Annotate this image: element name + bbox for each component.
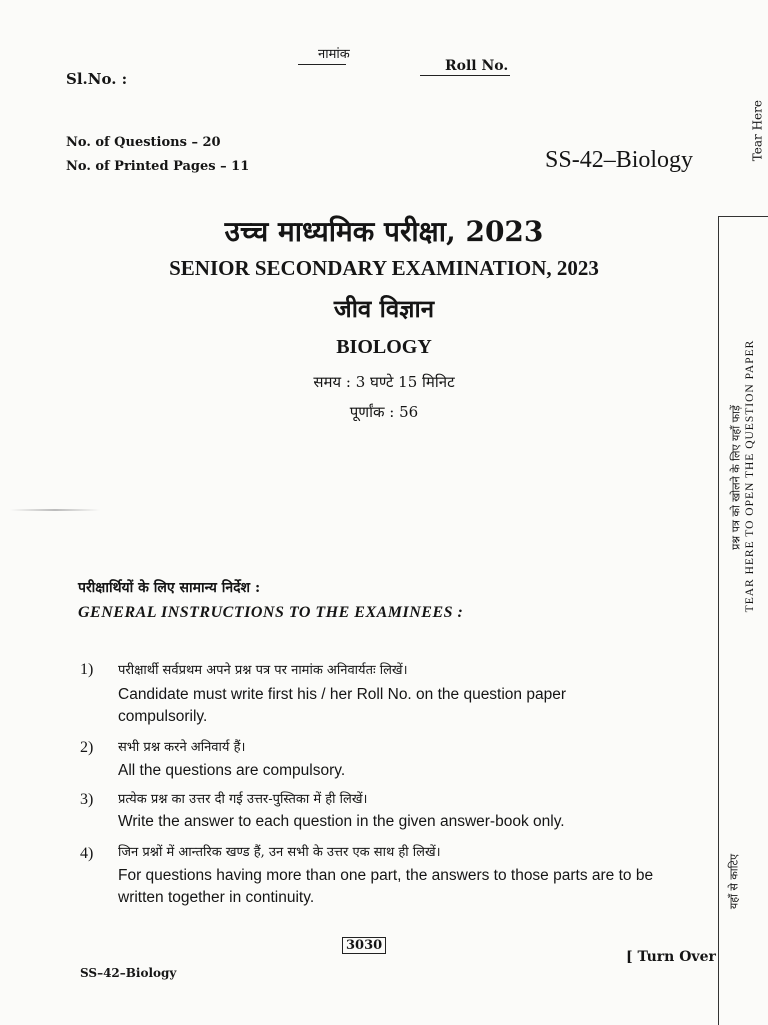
instruction-hindi: जिन प्रश्नों में आन्तरिक खण्ड हैं, उन सभी के उत्तर एक साथ ही लिखें।	[118, 845, 441, 860]
instruction-english: All the questions are compulsory.	[118, 762, 346, 779]
roll-number-line-2	[420, 75, 510, 76]
number-of-questions: No. of Questions – 20	[66, 135, 221, 150]
instruction-english-continued: written together in continuity.	[118, 889, 315, 906]
tear-strip	[718, 216, 768, 1025]
roll-number-label-hindi: नामांक	[318, 47, 350, 62]
subject-hindi: जीव विज्ञान	[333, 294, 435, 323]
exam-duration: समय : 3 घण्टे 15 मिनिट	[313, 373, 455, 391]
instruction-english: Candidate must write first his / her Roll No. on the question paper	[118, 686, 567, 703]
instruction-number: 1)	[80, 661, 94, 678]
instruction-number: 2)	[80, 739, 94, 756]
instruction-english: Write the answer to each question in the given answer-book only.	[118, 813, 565, 830]
footer-paper-code: SS–42–Biology	[80, 966, 177, 980]
page-number: 3030	[342, 937, 386, 954]
exam-title-english: SENIOR SECONDARY EXAMINATION, 2023	[169, 256, 599, 280]
serial-number-label: Sl.No. :	[66, 70, 128, 88]
instruction-hindi: प्रत्येक प्रश्न का उत्तर दी गई उत्तर-पुस्तिका में ही लिखें।	[118, 792, 368, 807]
instruction-hindi: सभी प्रश्न करने अनिवार्य हैं।	[118, 740, 246, 755]
tear-strip-hindi: प्रश्न पत्र को खोलने के लिए यहाँ फाड़ें	[729, 405, 743, 550]
instruction-english: For questions having more than one part, the answers to those parts are to be	[118, 867, 654, 884]
turn-over-label: [ Turn Over	[626, 949, 716, 965]
tear-strip-english: TEAR HERE TO OPEN THE QUESTION PAPER	[744, 339, 756, 613]
scan-mark	[10, 509, 100, 511]
roll-number-label: Roll No.	[445, 58, 509, 74]
subject-english: BIOLOGY	[336, 336, 432, 358]
maximum-marks: पूर्णांक : 56	[349, 403, 419, 421]
tear-strip-hindi-bottom: यहाँ से काटिए	[727, 853, 741, 910]
instruction-number: 3)	[80, 791, 94, 808]
instruction-number: 4)	[80, 845, 94, 862]
tear-here-label: Tear Here	[750, 100, 764, 162]
instruction-english-continued: compulsorily.	[118, 708, 208, 725]
paper-code: SS-42–Biology	[545, 147, 694, 173]
number-of-pages: No. of Printed Pages – 11	[66, 159, 250, 174]
roll-number-line	[298, 64, 346, 65]
instructions-heading-hindi: परीक्षार्थियों के लिए सामान्य निर्देश :	[78, 580, 261, 596]
instruction-hindi: परीक्षार्थी सर्वप्रथम अपने प्रश्न पत्र पर नामांक अनिवार्यतः लिखें।	[118, 663, 408, 678]
exam-title-hindi: उच्च माध्यमिक परीक्षा, 2023	[224, 215, 544, 248]
instructions-heading-english: GENERAL INSTRUCTIONS TO THE EXAMINEES :	[78, 604, 464, 621]
